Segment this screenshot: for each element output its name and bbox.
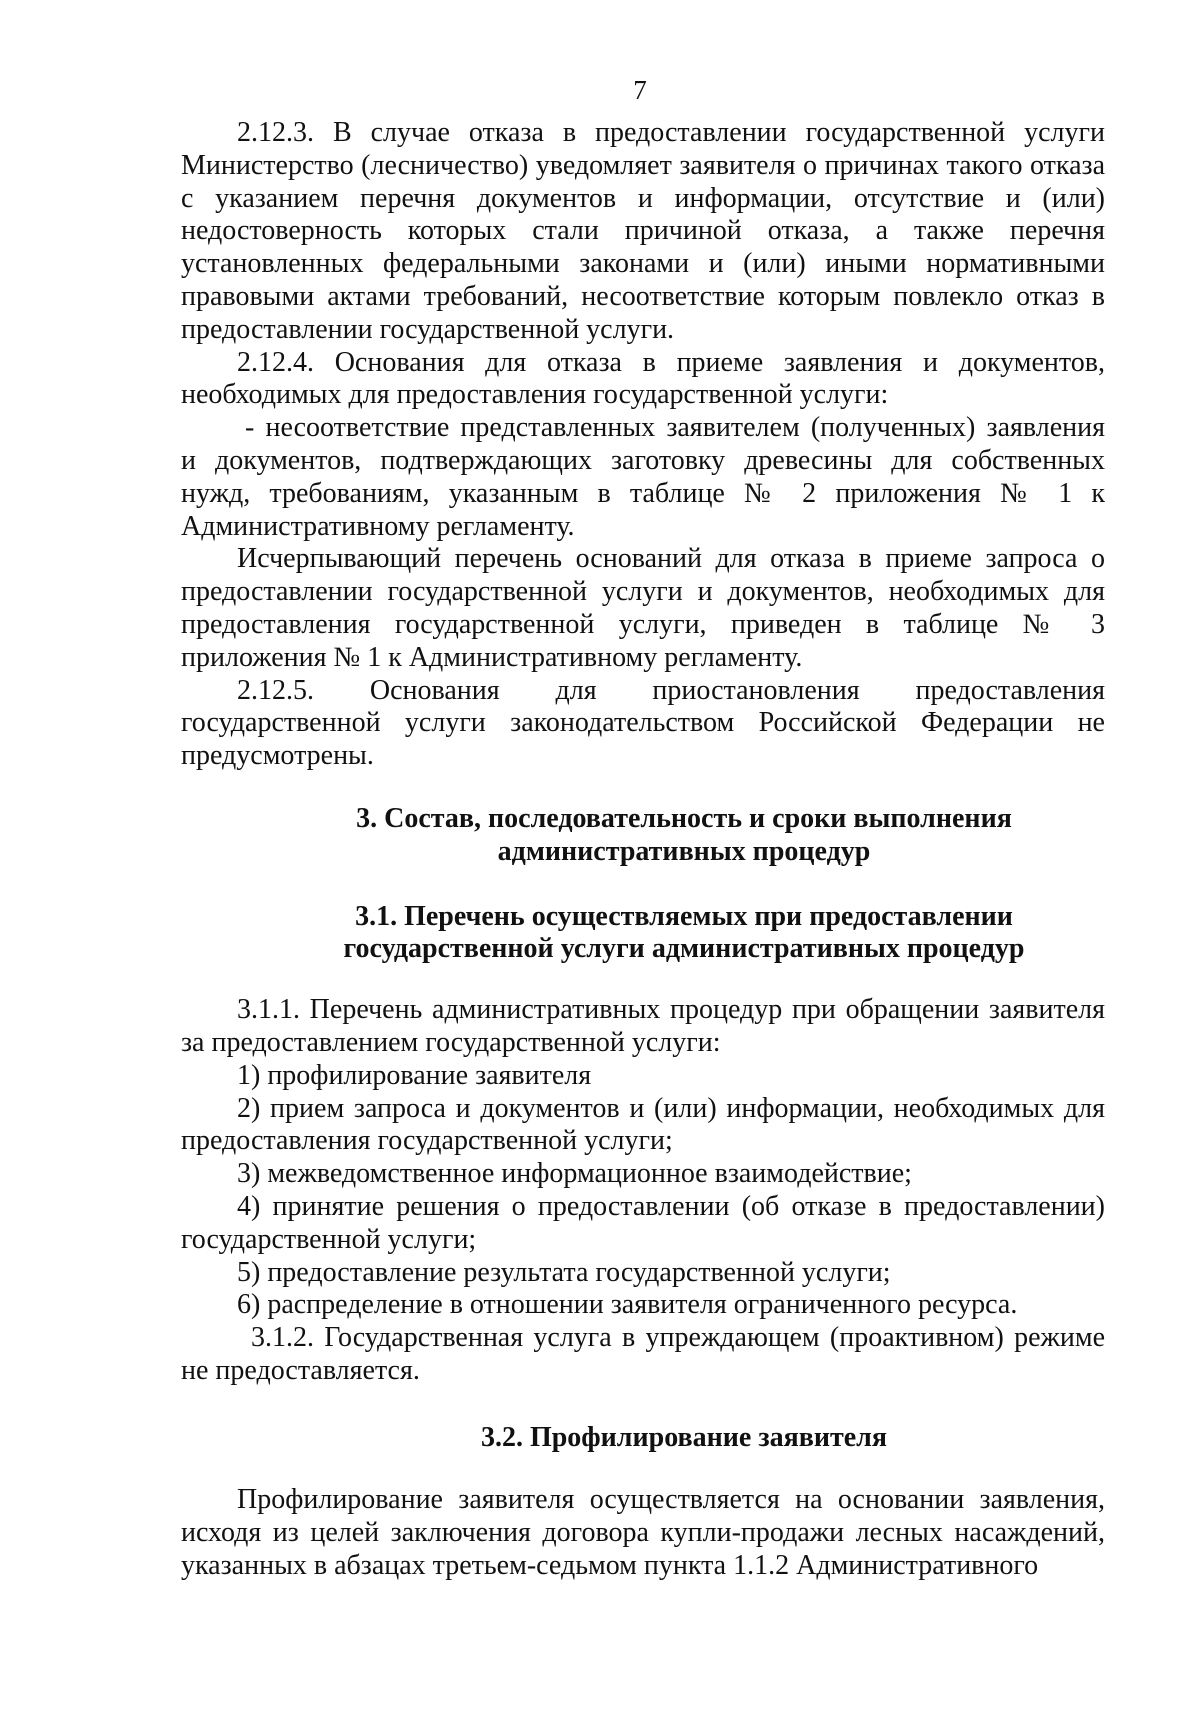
section-3-1-heading bbox=[181, 901, 1105, 967]
section-3-1-heading-line1: 3.1. Перечень осуществляемых при предоставлении bbox=[355, 900, 1013, 932]
procedure-item-4: 4) принятие решения о предоставлении (об отказе в предоставлении) государственной услуги; bbox=[181, 1190, 1105, 1255]
section-3-heading-line2: административных процедур bbox=[497, 835, 871, 867]
page-number: 7 bbox=[633, 75, 647, 105]
section-3-1-heading-line2: государственной услуги административных процедур bbox=[343, 933, 1025, 965]
procedure-item-1: 1) профилирование заявителя bbox=[237, 1059, 592, 1091]
paragraph-profiling: Профилирование заявителя осуществляется на основании заявления, исходя из целей заключения договора купли-продажи лесных насаждений, указанных в абзацах третьем-седьмом пункта 1.1.2 Административного bbox=[181, 1484, 1105, 1582]
procedure-item-5: 5) предоставление результата государственной услуги; bbox=[237, 1256, 891, 1288]
section-3-heading bbox=[181, 803, 1105, 869]
document-body bbox=[181, 117, 1105, 1583]
paragraph-2-12-4: 2.12.4. Основания для отказа в приеме заявления и документов, необходимых для предоставления государственной услуги: bbox=[181, 346, 1105, 411]
procedure-item-2: 2) прием запроса и документов и (или) информации, необходимых для предоставления государственной услуги; bbox=[181, 1092, 1105, 1157]
section-3-heading-line1: 3. Состав, последовательность и сроки выполнения bbox=[356, 802, 1012, 834]
procedure-item-6: 6) распределение в отношении заявителя ограниченного ресурса. bbox=[237, 1289, 1018, 1321]
paragraph-exhaustive-list: Исчерпывающий перечень оснований для отказа в приеме запроса о предоставлении государственной услуги и документов, необходимых для предоставления государственной услуги, приведен в таблице № 3 приложения № 1 к Административному регламенту. bbox=[181, 543, 1105, 673]
procedure-item-3: 3) межведомственное информационное взаимодействие; bbox=[237, 1158, 912, 1190]
section-3-2-heading: 3.2. Профилирование заявителя bbox=[480, 1421, 888, 1453]
paragraph-refusal-ground: - несоответствие представленных заявителем (полученных) заявления и документов, подтверждающих заготовку древесины для собственных нужд, требованиям, указанным в таблице № 2 приложения № 1 к Административному регламенту. bbox=[181, 412, 1105, 542]
paragraph-2-12-5: 2.12.5. Основания для приостановления предоставления государственной услуги законодательством Российской Федерации не предусмотрены. bbox=[181, 674, 1105, 772]
paragraph-2-12-3: 2.12.3. В случае отказа в предоставлении государственной услуги Министерство (лесничество) уведомляет заявителя о причинах такого отказа с указанием перечня документов и информации, отсутствие и (или) недостоверность которых стали причиной отказа, а также перечня установленных федеральными законами и (или) иными нормативными правовыми актами требований, несоответствие которым повлекло отказ в предоставлении государственной услуги. bbox=[181, 117, 1105, 345]
paragraph-3-1-1: 3.1.1. Перечень административных процедур при обращении заявителя за предоставлением государственной услуги: bbox=[181, 994, 1105, 1058]
paragraph-3-1-2: 3.1.2. Государственная услуга в упреждающем (проактивном) режиме не предоставляется. bbox=[181, 1322, 1105, 1386]
